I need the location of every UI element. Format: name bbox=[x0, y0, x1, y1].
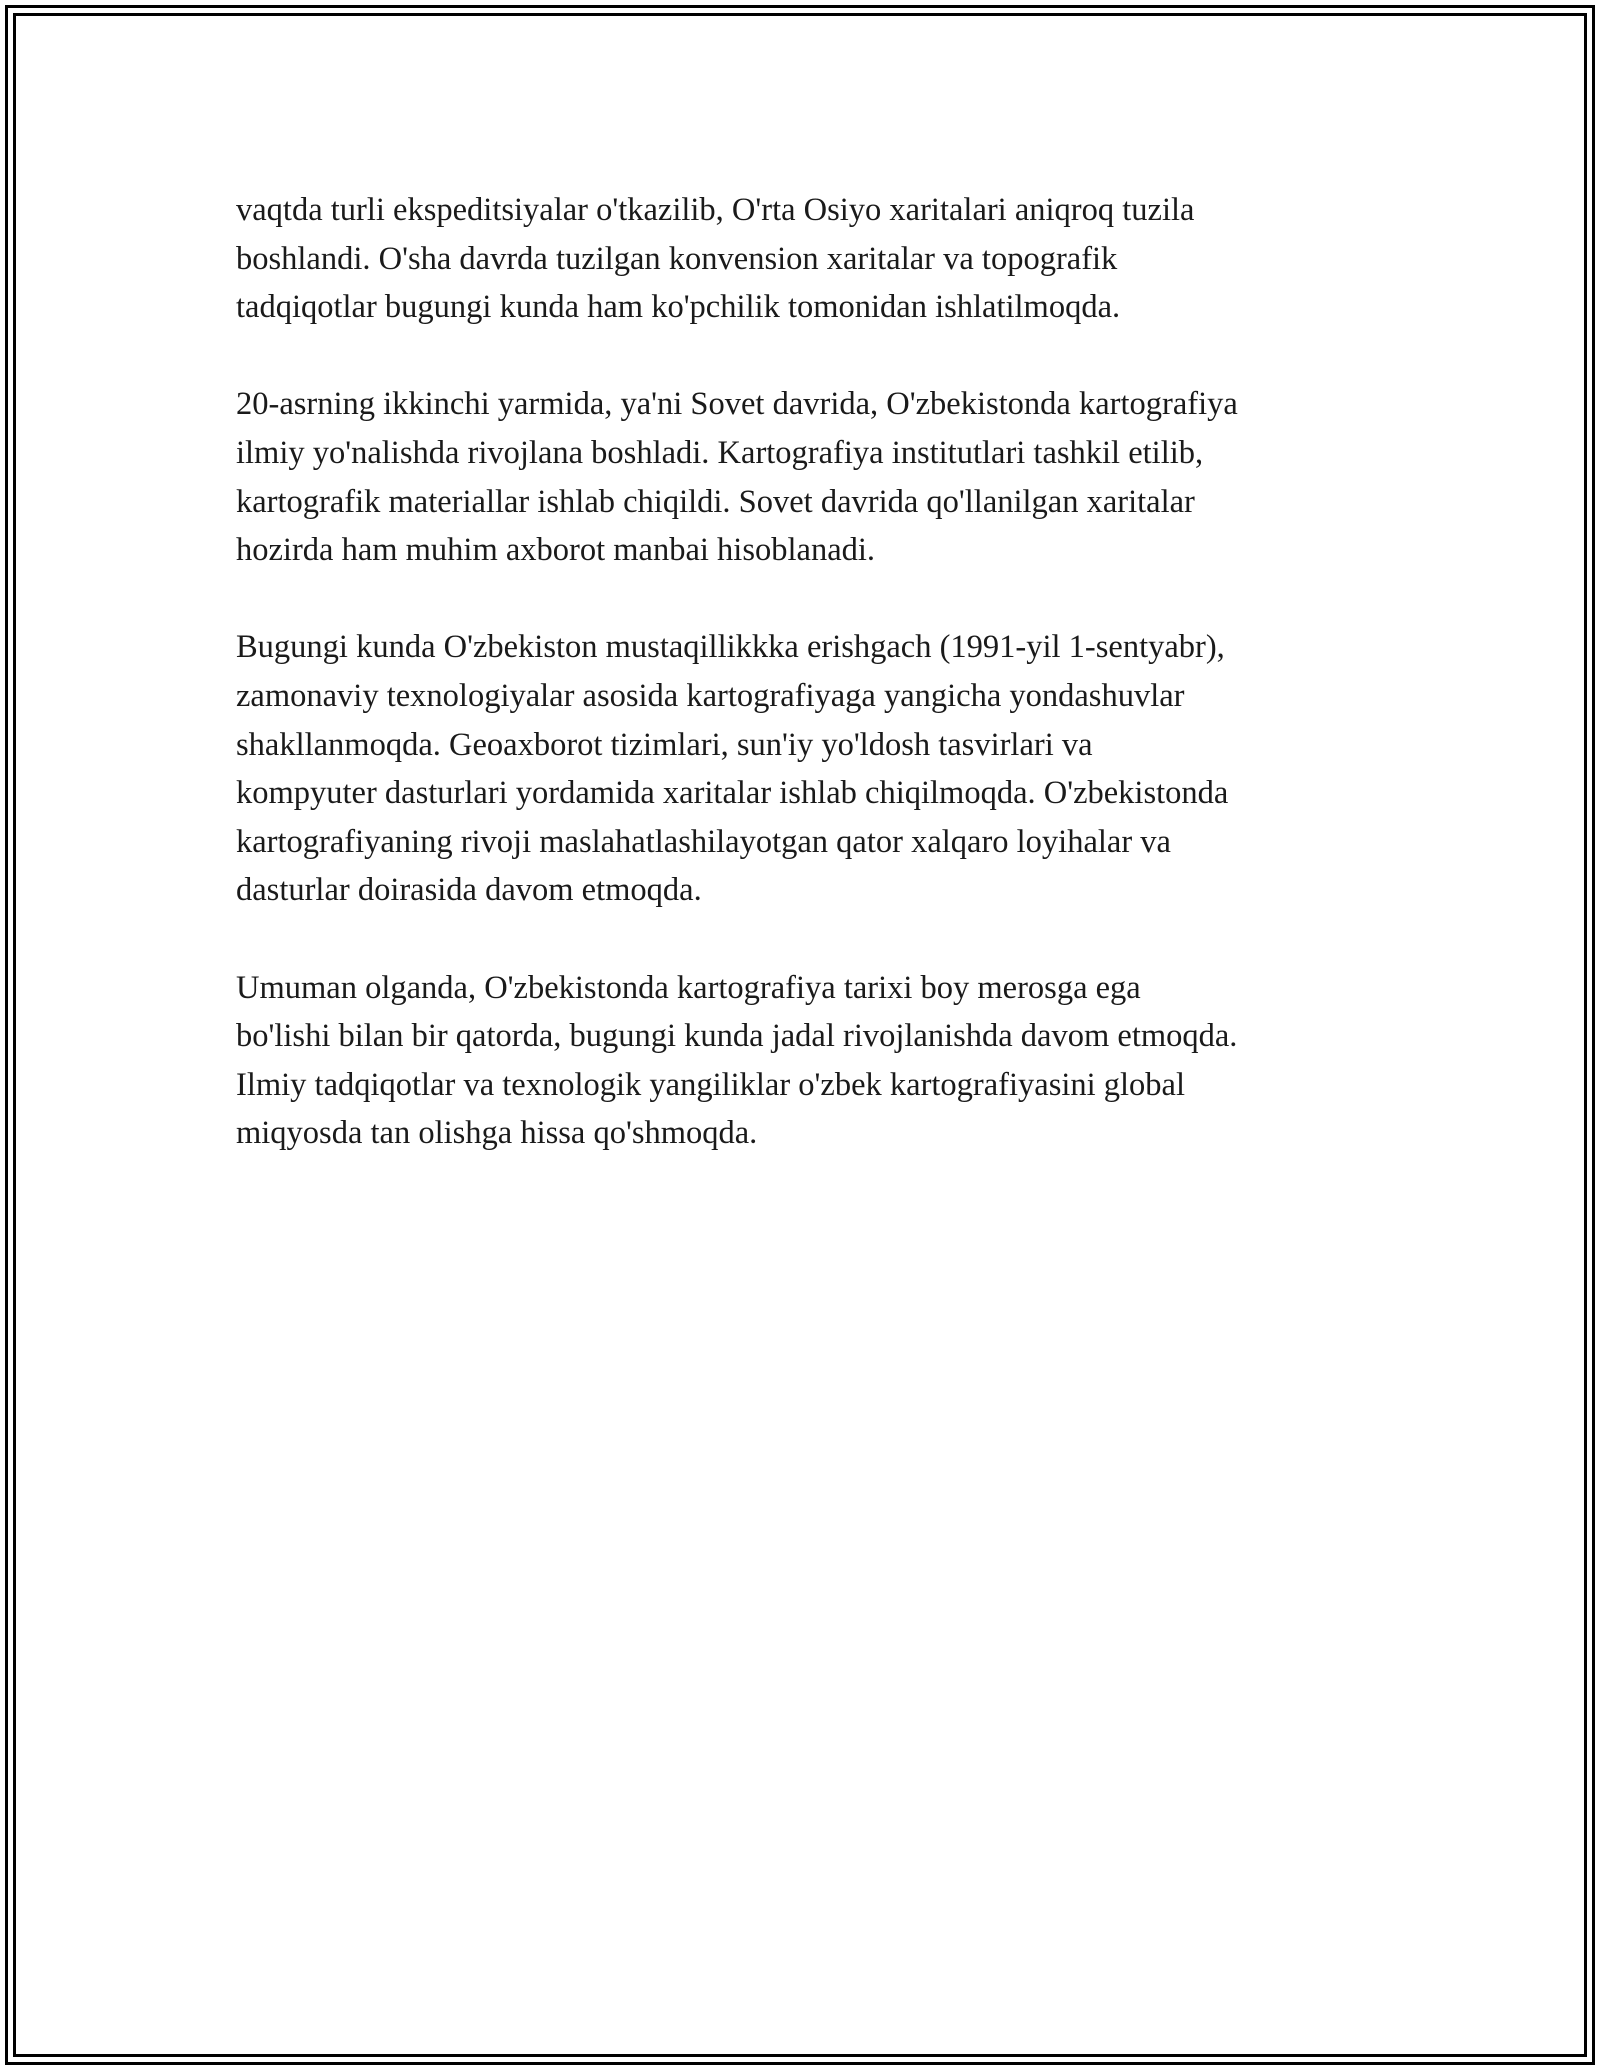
paragraph-1 bbox=[236, 186, 1396, 332]
text-line: kartografik materiallar ishlab chiqildi. Sovet davrida qo'llanilgan xaritalar bbox=[236, 483, 1195, 520]
text-line: kompyuter dasturlari yordamida xaritalar ishlab chiqilmoqda. O'zbekistonda bbox=[236, 775, 1229, 812]
text-line: miqyosda tan olishga hissa qo'shmoqda. bbox=[236, 1115, 758, 1152]
text-line: kartografiyaning rivoji maslahatlashilayotgan qator xalqaro loyihalar va bbox=[236, 823, 1171, 860]
text-line: 20-asrning ikkinchi yarmida, ya'ni Sovet davrida, O'zbekistonda kartografiya bbox=[236, 386, 1238, 423]
text-line: shakllanmoqda. Geoaxborot tizimlari, sun'iy yo'ldosh tasvirlari va bbox=[236, 726, 1093, 763]
text-line: boshlandi. O'sha davrda tuzilgan konvension xaritalar va topografik bbox=[236, 240, 1118, 277]
document-body bbox=[236, 186, 1396, 1206]
text-line: tadqiqotlar bugungi kunda ham ko'pchilik tomonidan ishlatilmoqda. bbox=[236, 289, 1121, 326]
text-line: ilmiy yo'nalishda rivojlana boshladi. Kartografiya institutlari tashkil etilib, bbox=[236, 434, 1204, 471]
text-line: bo'lishi bilan bir qatorda, bugungi kunda jadal rivojlanishda davom etmoqda. bbox=[236, 1018, 1238, 1055]
text-line: Umuman olganda, O'zbekistonda kartografiya tarixi boy merosga ega bbox=[236, 969, 1141, 1006]
paragraph-4 bbox=[236, 964, 1396, 1158]
paragraph-2 bbox=[236, 380, 1396, 574]
text-line: hozirda ham muhim axborot manbai hisoblanadi. bbox=[236, 532, 876, 569]
text-line: zamonaviy texnologiyalar asosida kartografiyaga yangicha yondashuvlar bbox=[236, 677, 1185, 714]
paragraph-3 bbox=[236, 623, 1396, 915]
text-line: dasturlar doirasida davom etmoqda. bbox=[236, 872, 702, 909]
text-line: vaqtda turli ekspeditsiyalar o'tkazilib, O'rta Osiyo xaritalari aniqroq tuzila bbox=[236, 192, 1195, 228]
text-line: Bugungi kunda O'zbekiston mustaqillikkka erishgach (1991-yil 1-sentyabr), bbox=[236, 629, 1225, 666]
text-line: Ilmiy tadqiqotlar va texnologik yangiliklar o'zbek kartografiyasini global bbox=[236, 1066, 1186, 1103]
